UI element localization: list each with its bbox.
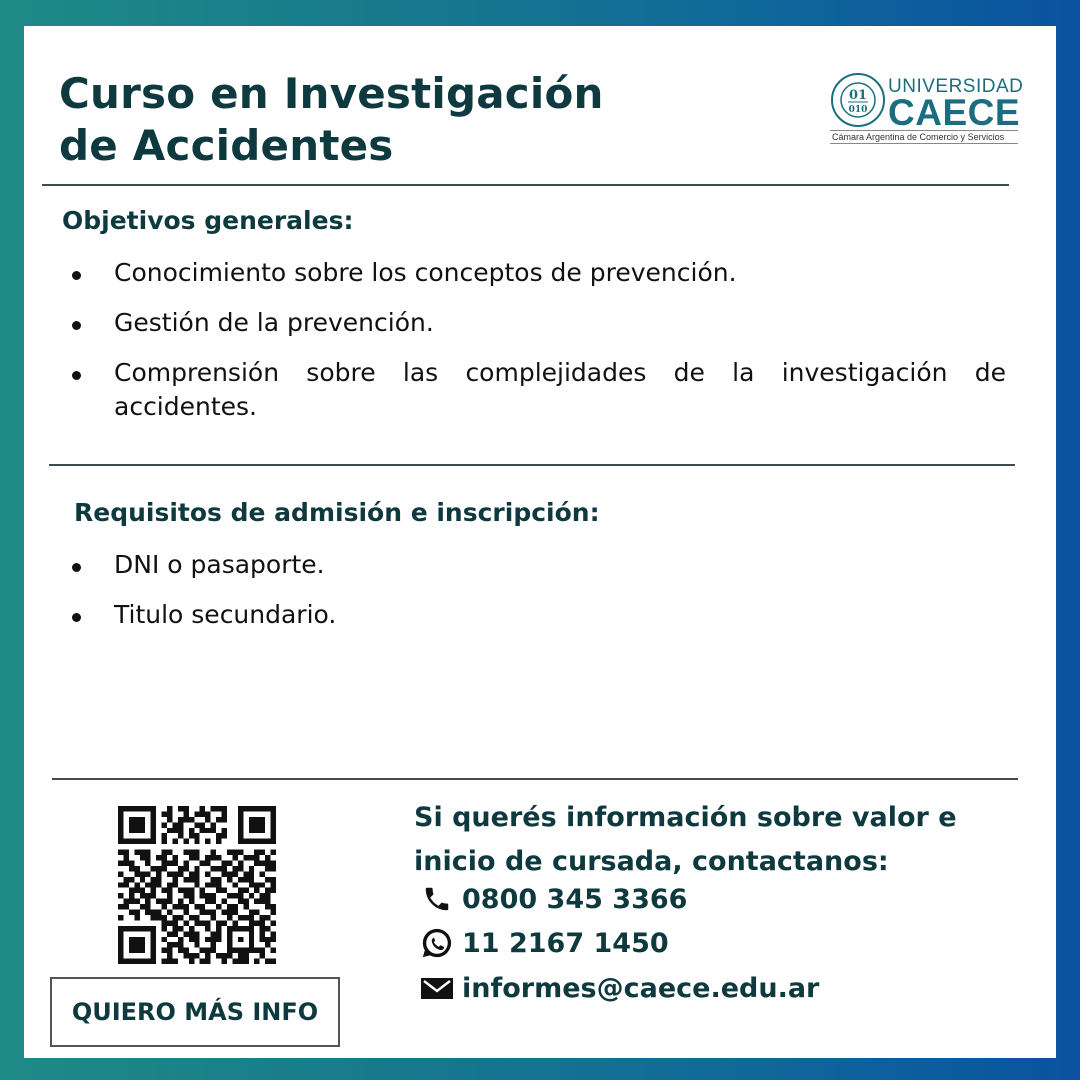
list-item: Conocimiento sobre los conceptos de prevención. [62, 256, 1006, 290]
title-line-2: de Accidentes [59, 121, 394, 170]
contact-whatsapp-row[interactable] [420, 926, 669, 960]
objectives-list [62, 256, 1006, 424]
divider-bottom [52, 778, 1018, 780]
phone-icon [420, 882, 454, 916]
list-item: Comprensión sobre las complejidades de la investigación de accidentes. [62, 356, 1006, 424]
whatsapp-icon [420, 926, 454, 960]
mail-icon [420, 971, 454, 1005]
requirements-list [62, 548, 1006, 632]
logo-tagline: Cámara Argentina de Comercio y Servicios [830, 130, 1018, 144]
list-item: Gestión de la prevención. [62, 306, 1006, 340]
phone-number: 0800 345 3366 [462, 883, 688, 915]
seal-number-bottom: 010 [848, 105, 868, 115]
objectives-title: Objetivos generales: [62, 206, 354, 235]
caece-logo [830, 72, 1024, 148]
requirements-title: Requisitos de admisión e inscripción: [74, 498, 600, 527]
contact-heading: Si querés información sobre valor e inicio de cursada, contactanos: [414, 802, 957, 877]
divider-middle [49, 464, 1015, 466]
email-address: informes@caece.edu.ar [462, 972, 820, 1004]
logo-word-main: CAECE [888, 92, 1021, 133]
contact-email-row[interactable] [420, 971, 819, 1005]
title-line-1: Curso en Investigación [59, 69, 604, 118]
divider-top [42, 184, 1009, 186]
contact-phone-row[interactable] [420, 882, 687, 916]
flyer-card [24, 26, 1056, 1058]
list-item: DNI o pasaporte. [62, 548, 1006, 582]
list-item: Titulo secundario. [62, 598, 1006, 632]
page-title [59, 68, 604, 172]
more-info-button[interactable]: QUIERO MÁS INFO [50, 977, 340, 1047]
university-seal-icon [830, 72, 886, 128]
seal-number-top: 01 [848, 88, 868, 103]
logo-word-top: UNIVERSIDAD [888, 76, 1024, 97]
whatsapp-number: 11 2167 1450 [462, 927, 669, 959]
qr-code[interactable] [118, 806, 276, 964]
